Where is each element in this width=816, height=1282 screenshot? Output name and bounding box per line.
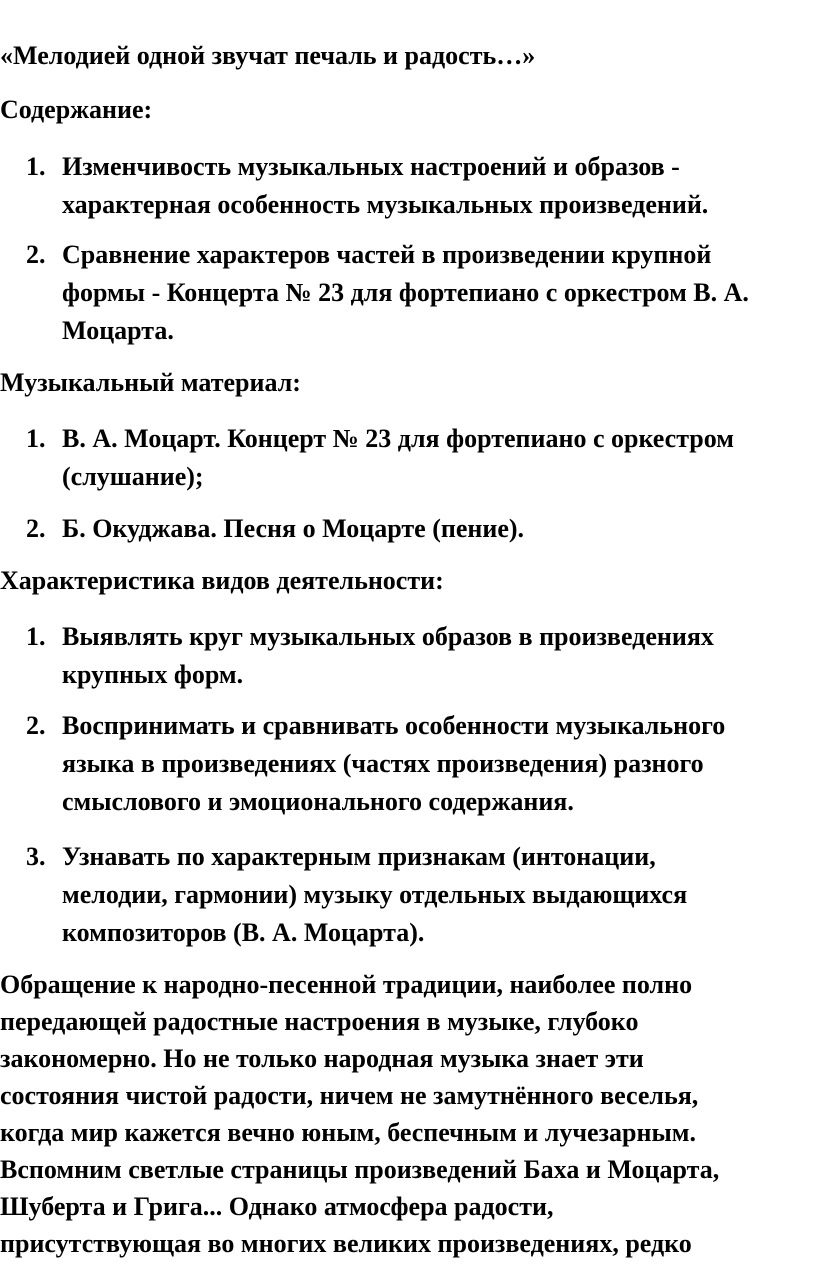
list-item-text bbox=[62, 420, 734, 496]
body-paragraph bbox=[0, 966, 816, 1262]
page-title: «Мелодией одной звучат печаль и радость…» bbox=[0, 41, 536, 70]
list-item-line: Узнавать по характерным признакам (интонации, bbox=[62, 842, 656, 871]
list-item-text bbox=[62, 236, 749, 350]
list-item-number: 2. bbox=[26, 240, 46, 269]
paragraph-line: Обращение к народно-песенной традиции, наиболее полно bbox=[0, 970, 693, 999]
list-item-line: формы - Концерта № 23 для фортепиано с оркестром В. А. bbox=[62, 278, 749, 307]
list-item-line: композиторов (В. А. Моцарта). bbox=[62, 918, 425, 947]
list-item-line: языка в произведениях (частях произведения) разного bbox=[62, 749, 704, 778]
list-item-text bbox=[62, 510, 524, 548]
list-item-line: Моцарта. bbox=[62, 316, 174, 345]
list-item-line: Изменчивость музыкальных настроений и образов - bbox=[62, 152, 680, 181]
list-item-text bbox=[62, 148, 708, 224]
list-item-line: Воспринимать и сравнивать особенности музыкального bbox=[62, 711, 726, 740]
list-item-number: 1. bbox=[26, 424, 46, 453]
list-item-text bbox=[62, 707, 725, 821]
paragraph-line: закономерно. Но не только народная музыка знает эти bbox=[0, 1044, 644, 1073]
list-item-line: В. А. Моцарт. Концерт № 23 для фортепиано с оркестром bbox=[62, 424, 734, 453]
list-item-number: 2. bbox=[26, 711, 46, 740]
list-item-text bbox=[62, 838, 687, 952]
activities-heading: Характеристика видов деятельности: bbox=[0, 566, 444, 595]
paragraph-line: передающей радостные настроения в музыке, глубоко bbox=[0, 1007, 639, 1036]
list-item-line: характерная особенность музыкальных произведений. bbox=[62, 190, 709, 219]
paragraph-line: присутствующая во многих великих произведениях, редко bbox=[0, 1229, 692, 1258]
list-item-number: 2. bbox=[26, 514, 46, 543]
paragraph-line: Шуберта и Грига... Однако атмосфера радости, bbox=[0, 1192, 554, 1221]
list-item-line: Выявлять круг музыкальных образов в произведениях bbox=[62, 622, 714, 651]
list-item-line: (слушание); bbox=[62, 462, 204, 491]
list-item-line: мелодии, гармонии) музыку отдельных выдающихся bbox=[62, 880, 688, 909]
list-item-line: Сравнение характеров частей в произведении крупной bbox=[62, 240, 712, 269]
list-item-number: 1. bbox=[26, 152, 46, 181]
list-item-number: 1. bbox=[26, 622, 46, 651]
list-item-line: крупных форм. bbox=[62, 660, 244, 689]
list-item-text bbox=[62, 618, 714, 694]
list-item-line: Б. Окуджава. Песня о Моцарте (пение). bbox=[62, 514, 525, 543]
list-item-number: 3. bbox=[26, 842, 46, 871]
list-item-line: смыслового и эмоционального содержания. bbox=[62, 787, 574, 816]
paragraph-line: когда мир кажется вечно юным, беспечным и лучезарным. bbox=[0, 1118, 696, 1147]
content-heading: Содержание: bbox=[0, 95, 153, 124]
paragraph-line: состояния чистой радости, ничем не замутнённого веселья, bbox=[0, 1081, 699, 1110]
material-heading: Музыкальный материал: bbox=[0, 368, 301, 397]
paragraph-line: Вспомним светлые страницы произведений Баха и Моцарта, bbox=[0, 1155, 720, 1184]
